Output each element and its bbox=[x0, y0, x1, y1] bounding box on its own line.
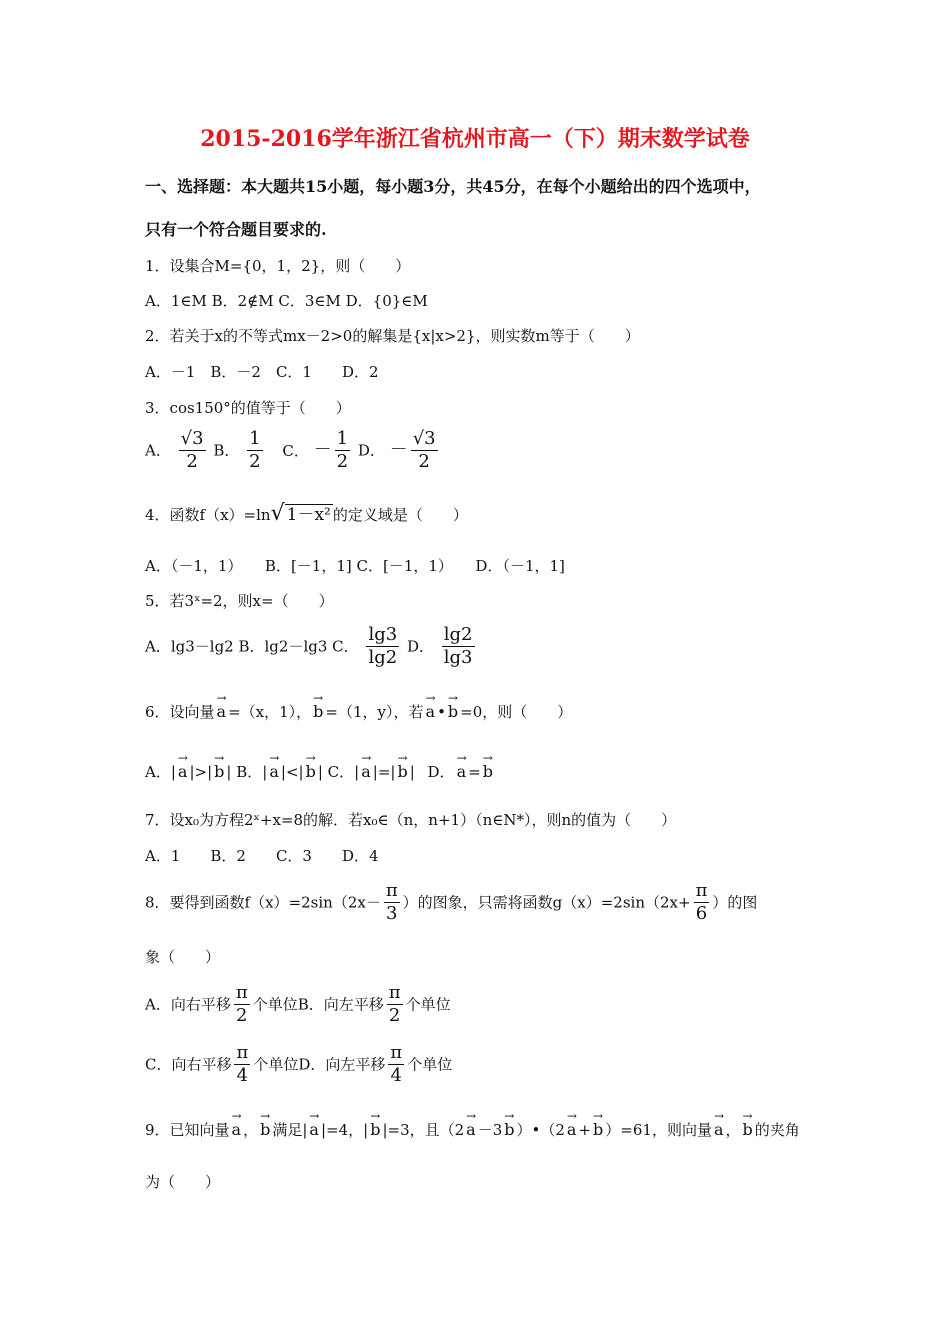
q3-d-num: √3 bbox=[412, 428, 436, 449]
q6-text-1: 6．设向量 bbox=[145, 703, 215, 721]
q8-options-cd bbox=[145, 1042, 452, 1087]
q8-stem-line2: 象（ ） bbox=[145, 948, 221, 966]
q6-eqd: = bbox=[468, 763, 481, 781]
vector-a: → a bbox=[466, 1112, 476, 1140]
q8-options-ab bbox=[145, 982, 451, 1027]
vector-b: → b bbox=[214, 754, 224, 782]
q3-d-den: 2 bbox=[411, 450, 438, 473]
q8-f2-den: 6 bbox=[694, 902, 710, 925]
q5-options-ab: A．lg3－lg2 B．lg2－lg3 C． bbox=[145, 637, 359, 656]
q6-stem bbox=[145, 694, 572, 722]
q3-stem: 3．cos150°的值等于（ ） bbox=[145, 399, 351, 417]
q5-d-den: lg3 bbox=[443, 647, 473, 668]
q4-stem-post: 的定义域是（ ） bbox=[332, 506, 468, 524]
q3-b-num: 1 bbox=[249, 428, 261, 449]
q9-text-2: ， bbox=[243, 1121, 259, 1139]
q8-frac-1 bbox=[384, 880, 400, 925]
q8-a-num: π bbox=[235, 982, 248, 1003]
q9-text-7: ）•（2 bbox=[516, 1121, 565, 1139]
q8-opt-a: A．向右平移 bbox=[145, 995, 231, 1014]
q6-label-b: B． bbox=[236, 763, 263, 781]
vector-b: → b bbox=[260, 1112, 270, 1140]
q8-frac-d bbox=[388, 1042, 404, 1087]
q8-d-num: π bbox=[390, 1042, 403, 1063]
q9-text-6: －3 bbox=[477, 1121, 503, 1139]
q5-frac-d bbox=[442, 624, 475, 669]
q5-frac-c bbox=[366, 624, 399, 669]
q8-frac-c bbox=[234, 1042, 250, 1087]
q3-c-num: 1 bbox=[336, 428, 349, 449]
vector-a: → a bbox=[217, 694, 227, 722]
q9-stem-line2: 为（ ） bbox=[145, 1173, 221, 1191]
q4-stem bbox=[145, 501, 468, 526]
q6-text-3: =（1，y），若 bbox=[325, 703, 424, 721]
q4-radicand: 1－x² bbox=[286, 505, 331, 525]
q3-label-b: B． bbox=[213, 441, 240, 460]
vector-a: → a bbox=[714, 1112, 724, 1140]
q3-frac-d bbox=[411, 428, 438, 473]
vector-a: → a bbox=[361, 754, 371, 782]
q7-stem: 7．设x₀为方程2ˣ+x=8的解．若x₀∈（n，n+1）（n∈N*），则n的值为（ ） bbox=[145, 811, 677, 829]
q8-f1-den: 3 bbox=[384, 902, 400, 925]
q6-label-a: A． bbox=[145, 763, 171, 781]
vector-b: → b bbox=[370, 1112, 380, 1140]
q3-b-den: 2 bbox=[249, 451, 261, 472]
vector-b: → b bbox=[448, 694, 458, 722]
vector-a: → a bbox=[426, 694, 436, 722]
q6-eq: = bbox=[377, 763, 391, 781]
q3-frac-a bbox=[179, 428, 206, 473]
section-header-line1: 一、选择题：本大题共15小题，每小题3分，共45分，在每个小题给出的四个选项中， bbox=[145, 177, 761, 196]
q9-text-11: 的夹角 bbox=[754, 1121, 800, 1139]
dot-symbol: • bbox=[437, 703, 446, 721]
q8-text-1: 8．要得到函数f（x）=2sin（2x－ bbox=[145, 893, 381, 912]
q3-options bbox=[145, 428, 441, 473]
q6-lt: < bbox=[285, 763, 299, 781]
sqrt-symbol: √ 1－x² bbox=[270, 501, 331, 526]
q3-frac-c bbox=[335, 428, 350, 473]
q8-d-den: 4 bbox=[388, 1064, 404, 1087]
q8-opt-a-post: 个单位B．向左平移 bbox=[252, 995, 384, 1014]
q8-frac-b bbox=[387, 982, 403, 1027]
q8-a-den: 2 bbox=[234, 1004, 250, 1027]
q3-label-a: A． bbox=[145, 441, 171, 460]
q4-stem-pre: 4．函数f（x）=ln bbox=[145, 506, 271, 524]
q8-stem bbox=[145, 880, 757, 925]
q8-f2-num: π bbox=[695, 880, 708, 901]
q2-stem: 2．若关于x的不等式mx－2>0的解集是{x|x>2}，则实数m等于（ ） bbox=[145, 327, 640, 345]
q3-c-den: 2 bbox=[336, 451, 349, 472]
vector-b: → b bbox=[397, 754, 407, 782]
vector-b: → b bbox=[504, 1112, 514, 1140]
q6-gt: > bbox=[194, 763, 208, 781]
q3-a-den: 2 bbox=[179, 450, 206, 473]
q8-frac-a bbox=[234, 982, 250, 1027]
q5-d-num: lg2 bbox=[443, 624, 473, 645]
q3-label-d: D． bbox=[357, 441, 385, 460]
q9-text-3: 满足| bbox=[272, 1121, 308, 1139]
q2-options: A．－1 B．－2 C．1 D．2 bbox=[145, 363, 379, 381]
vector-b: → b bbox=[593, 1112, 603, 1140]
q8-opt-d-post: 个单位 bbox=[407, 1055, 453, 1074]
q5-options bbox=[145, 624, 478, 669]
q6-options: A．|→ a |>|→ b | B．|→ a |<|→ b | C．|→ a |=|→ b | D．→ a =→ b bbox=[145, 754, 495, 782]
q5-c-den: lg2 bbox=[368, 647, 398, 668]
q9-text-8: + bbox=[578, 1121, 592, 1139]
q8-opt-c-post: 个单位D．向左平移 bbox=[253, 1055, 386, 1074]
vector-b: → b bbox=[313, 694, 323, 722]
vector-a: → a bbox=[232, 1112, 242, 1140]
q9-stem bbox=[145, 1112, 800, 1140]
q4-options: A．（－1，1） B．[－1，1] C．[－1，1） D．（－1，1] bbox=[145, 557, 565, 575]
q8-text-3: ）的图 bbox=[712, 893, 758, 912]
vector-b: → b bbox=[306, 754, 316, 782]
section-header-line2: 只有一个符合题目要求的. bbox=[145, 220, 327, 239]
vector-a: → a bbox=[269, 754, 279, 782]
q5-c-num: lg3 bbox=[368, 624, 398, 645]
q8-c-den: 4 bbox=[234, 1064, 250, 1087]
q6-label-c: C． bbox=[327, 763, 355, 781]
page-title: 2015-2016学年浙江省杭州市高一（下）期末数学试卷 bbox=[200, 126, 750, 152]
q8-b-num: π bbox=[388, 982, 401, 1003]
q3-frac-b bbox=[247, 428, 262, 473]
q5-label-d: D． bbox=[406, 637, 434, 656]
vector-a: → a bbox=[567, 1112, 577, 1140]
q8-c-num: π bbox=[236, 1042, 249, 1063]
q1-options: A．1∈M B．2∉M C．3∈M D．{0}∈M bbox=[145, 292, 428, 310]
q1-stem: 1．设集合M={0，1，2}，则（ ） bbox=[145, 257, 411, 275]
q8-f1-num: π bbox=[385, 880, 398, 901]
q6-text-2: =（x，1）， bbox=[228, 703, 312, 721]
vector-a: → a bbox=[178, 754, 188, 782]
q9-text-9: ）=61，则向量 bbox=[605, 1121, 712, 1139]
q9-text-5: |=3，且（2 bbox=[382, 1121, 465, 1139]
vector-b: → b bbox=[483, 754, 493, 782]
q8-opt-c: C．向右平移 bbox=[145, 1055, 232, 1074]
q8-b-den: 2 bbox=[387, 1004, 403, 1027]
q7-options: A．1 B．2 C．3 D．4 bbox=[145, 847, 379, 865]
vector-a: → a bbox=[309, 1112, 319, 1140]
q8-text-2: ）的图象，只需将函数g（x）=2sin（2x+ bbox=[402, 893, 691, 912]
q3-c-prefix: － bbox=[313, 439, 332, 461]
vector-a: → a bbox=[457, 754, 467, 782]
q8-opt-b-post: 个单位 bbox=[405, 995, 451, 1014]
q9-text-4: |=4，| bbox=[320, 1121, 369, 1139]
q3-label-c: C． bbox=[282, 441, 309, 460]
vector-b: → b bbox=[743, 1112, 753, 1140]
q3-d-prefix: － bbox=[389, 439, 408, 461]
q8-frac-2 bbox=[694, 880, 710, 925]
q6-label-d: D． bbox=[427, 763, 455, 781]
q5-stem: 5．若3ˣ=2，则x=（ ） bbox=[145, 592, 334, 610]
q3-a-num: √3 bbox=[180, 428, 204, 449]
q9-text-10: ， bbox=[725, 1121, 741, 1139]
q9-text-1: 9．已知向量 bbox=[145, 1121, 230, 1139]
q6-text-4: =0，则（ ） bbox=[460, 703, 573, 721]
